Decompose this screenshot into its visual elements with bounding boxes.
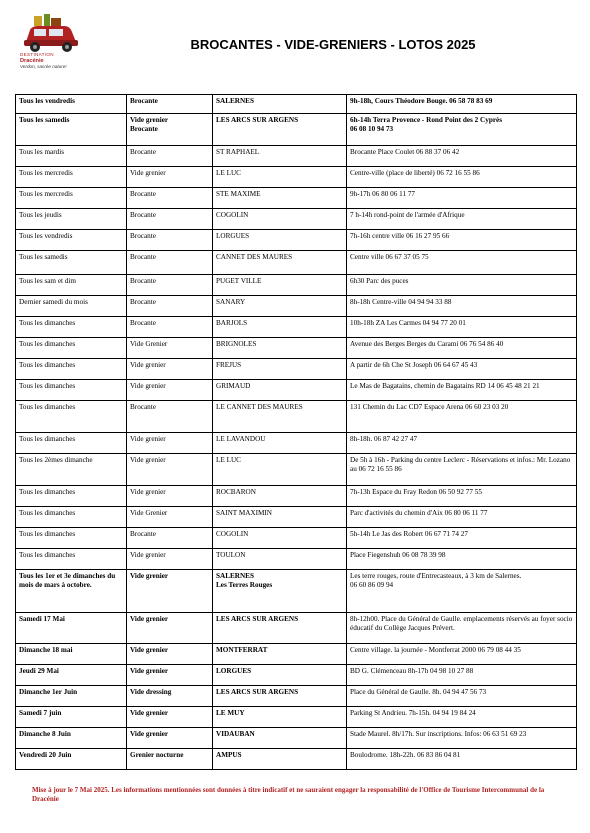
cell-details: Boulodrome. 18h-22h. 06 83 86 04 81: [347, 749, 577, 770]
cell-details: 5h-14h Le Jas des Robert 06 67 71 74 27: [347, 528, 577, 549]
cell-type: Brocante: [127, 317, 213, 338]
cell-when: Tous les dimanches: [16, 528, 127, 549]
cell-type: Brocante: [127, 275, 213, 296]
table-row: [16, 338, 577, 359]
cell-place: SALERNES Les Terres Rouges: [213, 570, 347, 613]
cell-type: Brocante: [127, 146, 213, 167]
cell-details: Parking St Andrieu. 7h-15h. 04 94 19 84 24: [347, 707, 577, 728]
table-row: [16, 454, 577, 486]
cell-when: Tous les dimanches: [16, 549, 127, 570]
cell-details: Avenue des Berges Berges du Carami 06 76 54 86 40: [347, 338, 577, 359]
cell-details: Parc d'activités du chemin d'Aix 06 80 06 11 77: [347, 507, 577, 528]
cell-when: Dimanche 8 Juin: [16, 728, 127, 749]
table-row: [16, 728, 577, 749]
table-row: [16, 146, 577, 167]
cell-details: Centre village. la journée - Montferrat 2000 06 79 08 44 35: [347, 644, 577, 665]
cell-place: PUGET VILLE: [213, 275, 347, 296]
cell-details: 8h-18h Centre-ville 04 94 94 33 88: [347, 296, 577, 317]
cell-details: Centre-ville (place de liberté) 06 72 16 55 86: [347, 167, 577, 188]
cell-place: BARJOLS: [213, 317, 347, 338]
cell-place: LES ARCS SUR ARGENS: [213, 613, 347, 644]
logo-line1: DESTINATION: [20, 52, 54, 57]
cell-place: LORGUES: [213, 230, 347, 251]
table-row: [16, 296, 577, 317]
cell-type: Brocante: [127, 209, 213, 230]
cell-details: 8h-18h. 06 87 42 27 47: [347, 433, 577, 454]
cell-when: Tous les dimanches: [16, 433, 127, 454]
cell-when: Tous les dimanches: [16, 380, 127, 401]
cell-type: Vide grenier: [127, 433, 213, 454]
table-row: [16, 549, 577, 570]
cell-type: Brocante: [127, 95, 213, 114]
cell-place: GRIMAUD: [213, 380, 347, 401]
table-row: [16, 486, 577, 507]
table-row: [16, 359, 577, 380]
cell-type: Vide grenier: [127, 167, 213, 188]
cell-place: ST RAPHAEL: [213, 146, 347, 167]
cell-place: LE CANNET DES MAURES: [213, 401, 347, 433]
cell-type: Vide grenier: [127, 707, 213, 728]
cell-place: TOULON: [213, 549, 347, 570]
cell-details: Le Mas de Bagatains, chemin de Bagatains RD 14 06 45 48 21 21: [347, 380, 577, 401]
table-row: [16, 209, 577, 230]
table-row: [16, 644, 577, 665]
cell-details: 6h-14h Terra Provence - Rond Point des 2 Cyprès 06 08 10 94 73: [347, 114, 577, 146]
table-row: [16, 665, 577, 686]
cell-details: 131 Chemin du Lac CD7 Espace Arena 06 60 23 03 20: [347, 401, 577, 433]
cell-place: MONTFERRAT: [213, 644, 347, 665]
cell-place: LES ARCS SUR ARGENS: [213, 686, 347, 707]
table-row: [16, 707, 577, 728]
cell-place: FREJUS: [213, 359, 347, 380]
cell-when: Dernier samedi du mois: [16, 296, 127, 317]
cell-when: Dimanche 18 mai: [16, 644, 127, 665]
cell-when: Tous les vendredis: [16, 95, 127, 114]
cell-details: 6h30 Parc des puces: [347, 275, 577, 296]
cell-when: Tous les dimanches: [16, 507, 127, 528]
cell-details: Place du Général de Gaulle. 8h. 04 94 47 56 73: [347, 686, 577, 707]
logo-line2: Dracénie: [20, 58, 44, 64]
table-row: [16, 95, 577, 114]
cell-place: SANARY: [213, 296, 347, 317]
cell-details: De 5h à 16h - Parking du centre Leclerc - Réservations et infos.: Mr. Lozano au 06 72 16 55 86: [347, 454, 577, 486]
page-title: BROCANTES - VIDE-GRENIERS - LOTOS 2025: [190, 37, 476, 52]
cell-place: CANNET DES MAURES: [213, 251, 347, 275]
cell-when: Dimanche 1er Juin: [16, 686, 127, 707]
events-table: [15, 94, 577, 770]
cell-when: Tous les 2èmes dimanche: [16, 454, 127, 486]
table-row: [16, 507, 577, 528]
cell-type: Brocante: [127, 296, 213, 317]
table-row: [16, 317, 577, 338]
logo-line3: Verdon, sacrée nature!: [20, 64, 67, 69]
table-row: [16, 749, 577, 770]
cell-place: LORGUES: [213, 665, 347, 686]
cell-type: Brocante: [127, 401, 213, 433]
cell-place: COGOLIN: [213, 528, 347, 549]
cell-when: Tous les dimanches: [16, 338, 127, 359]
cell-details: Brocante Place Coulet 06 88 37 06 42: [347, 146, 577, 167]
cell-when: Tous les samedis: [16, 114, 127, 146]
cell-when: Samedi 17 Mai: [16, 613, 127, 644]
cell-details: 9h-18h, Cours Théodore Bouge. 06 58 78 83 69: [347, 95, 577, 114]
cell-details: BD G. Clémenceau 8h-17h 04 98 10 27 88: [347, 665, 577, 686]
cell-type: Vide grenier Brocante: [127, 114, 213, 146]
cell-details: Stade Maurel. 8h/17h. Sur inscriptions. Infos: 06 63 51 69 23: [347, 728, 577, 749]
cell-type: Vide grenier: [127, 454, 213, 486]
cell-type: Brocante: [127, 188, 213, 209]
cell-when: Tous les 1er et 3e dimanches du mois de mars à octobre.: [16, 570, 127, 613]
cell-when: Tous les vendredis: [16, 230, 127, 251]
cell-when: Tous les dimanches: [16, 401, 127, 433]
cell-when: Jeudi 29 Mai: [16, 665, 127, 686]
cell-place: STE MAXIME: [213, 188, 347, 209]
cell-details: 8h-12h00. Place du Général de Gaulle. emplacements réservés au foyer socio éducatif du Collège Jacques Prévert.: [347, 613, 577, 644]
table-row: [16, 167, 577, 188]
cell-type: Vide Grenier: [127, 338, 213, 359]
table-row: [16, 251, 577, 275]
cell-details: 10h-18h ZA Les Carmes 04 94 77 20 01: [347, 317, 577, 338]
cell-place: LE LAVANDOU: [213, 433, 347, 454]
cell-place: VIDAUBAN: [213, 728, 347, 749]
table-row: [16, 528, 577, 549]
cell-place: BRIGNOLES: [213, 338, 347, 359]
cell-when: Vendredi 20 Juin: [16, 749, 127, 770]
cell-type: Vide grenier: [127, 728, 213, 749]
cell-type: Vide grenier: [127, 570, 213, 613]
cell-type: Vide dressing: [127, 686, 213, 707]
cell-details: Centre ville 06 67 37 05 75: [347, 251, 577, 275]
cell-details: Les terre rouges, route d'Entrecasteaux, à 3 km de Salernes. 06 60 86 09 94: [347, 570, 577, 613]
cell-when: Samedi 7 juin: [16, 707, 127, 728]
cell-when: Tous les mardis: [16, 146, 127, 167]
cell-details: A partir de 6h Che St Joseph 06 64 67 45 43: [347, 359, 577, 380]
cell-type: Vide grenier: [127, 549, 213, 570]
cell-place: ROCBARON: [213, 486, 347, 507]
table-row: [16, 114, 577, 146]
table-row: [16, 230, 577, 251]
table-row: [16, 380, 577, 401]
cell-type: Vide grenier: [127, 644, 213, 665]
cell-details: 7 h-14h rond-point de l'armée d'Afrique: [347, 209, 577, 230]
cell-when: Tous les jeudis: [16, 209, 127, 230]
cell-details: 7h-16h centre ville 06 16 27 95 66: [347, 230, 577, 251]
cell-place: LE MUY: [213, 707, 347, 728]
table-row: [16, 613, 577, 644]
cell-details: 9h-17h 06 80 06 11 77: [347, 188, 577, 209]
cell-when: Tous les dimanches: [16, 317, 127, 338]
cell-place: LES ARCS SUR ARGENS: [213, 114, 347, 146]
cell-when: Tous les dimanches: [16, 359, 127, 380]
cell-when: Tous les samedis: [16, 251, 127, 275]
cell-type: Brocante: [127, 251, 213, 275]
cell-type: Brocante: [127, 528, 213, 549]
cell-place: AMPUS: [213, 749, 347, 770]
table-row: [16, 570, 577, 613]
table-row: [16, 275, 577, 296]
cell-type: Grenier nocturne: [127, 749, 213, 770]
cell-type: Brocante: [127, 230, 213, 251]
cell-when: Tous les sam et dim: [16, 275, 127, 296]
cell-details: Place Fiegenshuh 06 08 78 39 98: [347, 549, 577, 570]
table-row: [16, 433, 577, 454]
cell-type: Vide grenier: [127, 665, 213, 686]
table-row: [16, 401, 577, 433]
logo-text: [20, 52, 90, 70]
cell-type: Vide grenier: [127, 359, 213, 380]
cell-place: SAINT MAXIMIN: [213, 507, 347, 528]
cell-type: Vide grenier: [127, 486, 213, 507]
cell-place: COGOLIN: [213, 209, 347, 230]
table-row: [16, 188, 577, 209]
cell-type: Vide Grenier: [127, 507, 213, 528]
cell-place: LE LUC: [213, 167, 347, 188]
cell-place: LE LUC: [213, 454, 347, 486]
cell-place: SALERNES: [213, 95, 347, 114]
cell-when: Tous les dimanches: [16, 486, 127, 507]
cell-when: Tous les mercredis: [16, 188, 127, 209]
cell-when: Tous les mercredis: [16, 167, 127, 188]
footer-note: Mise à jour le 7 Mai 2025. Les informations mentionnées sont données à titre indicatif et ne sauraient engager la responsabilité de l'Office de Tourisme Intercommunal de la Dracénie: [32, 786, 545, 803]
table-row: [16, 686, 577, 707]
cell-type: Vide grenier: [127, 613, 213, 644]
cell-details: 7h-13h Espace du Fray Redon 06 50 92 77 55: [347, 486, 577, 507]
cell-type: Vide grenier: [127, 380, 213, 401]
